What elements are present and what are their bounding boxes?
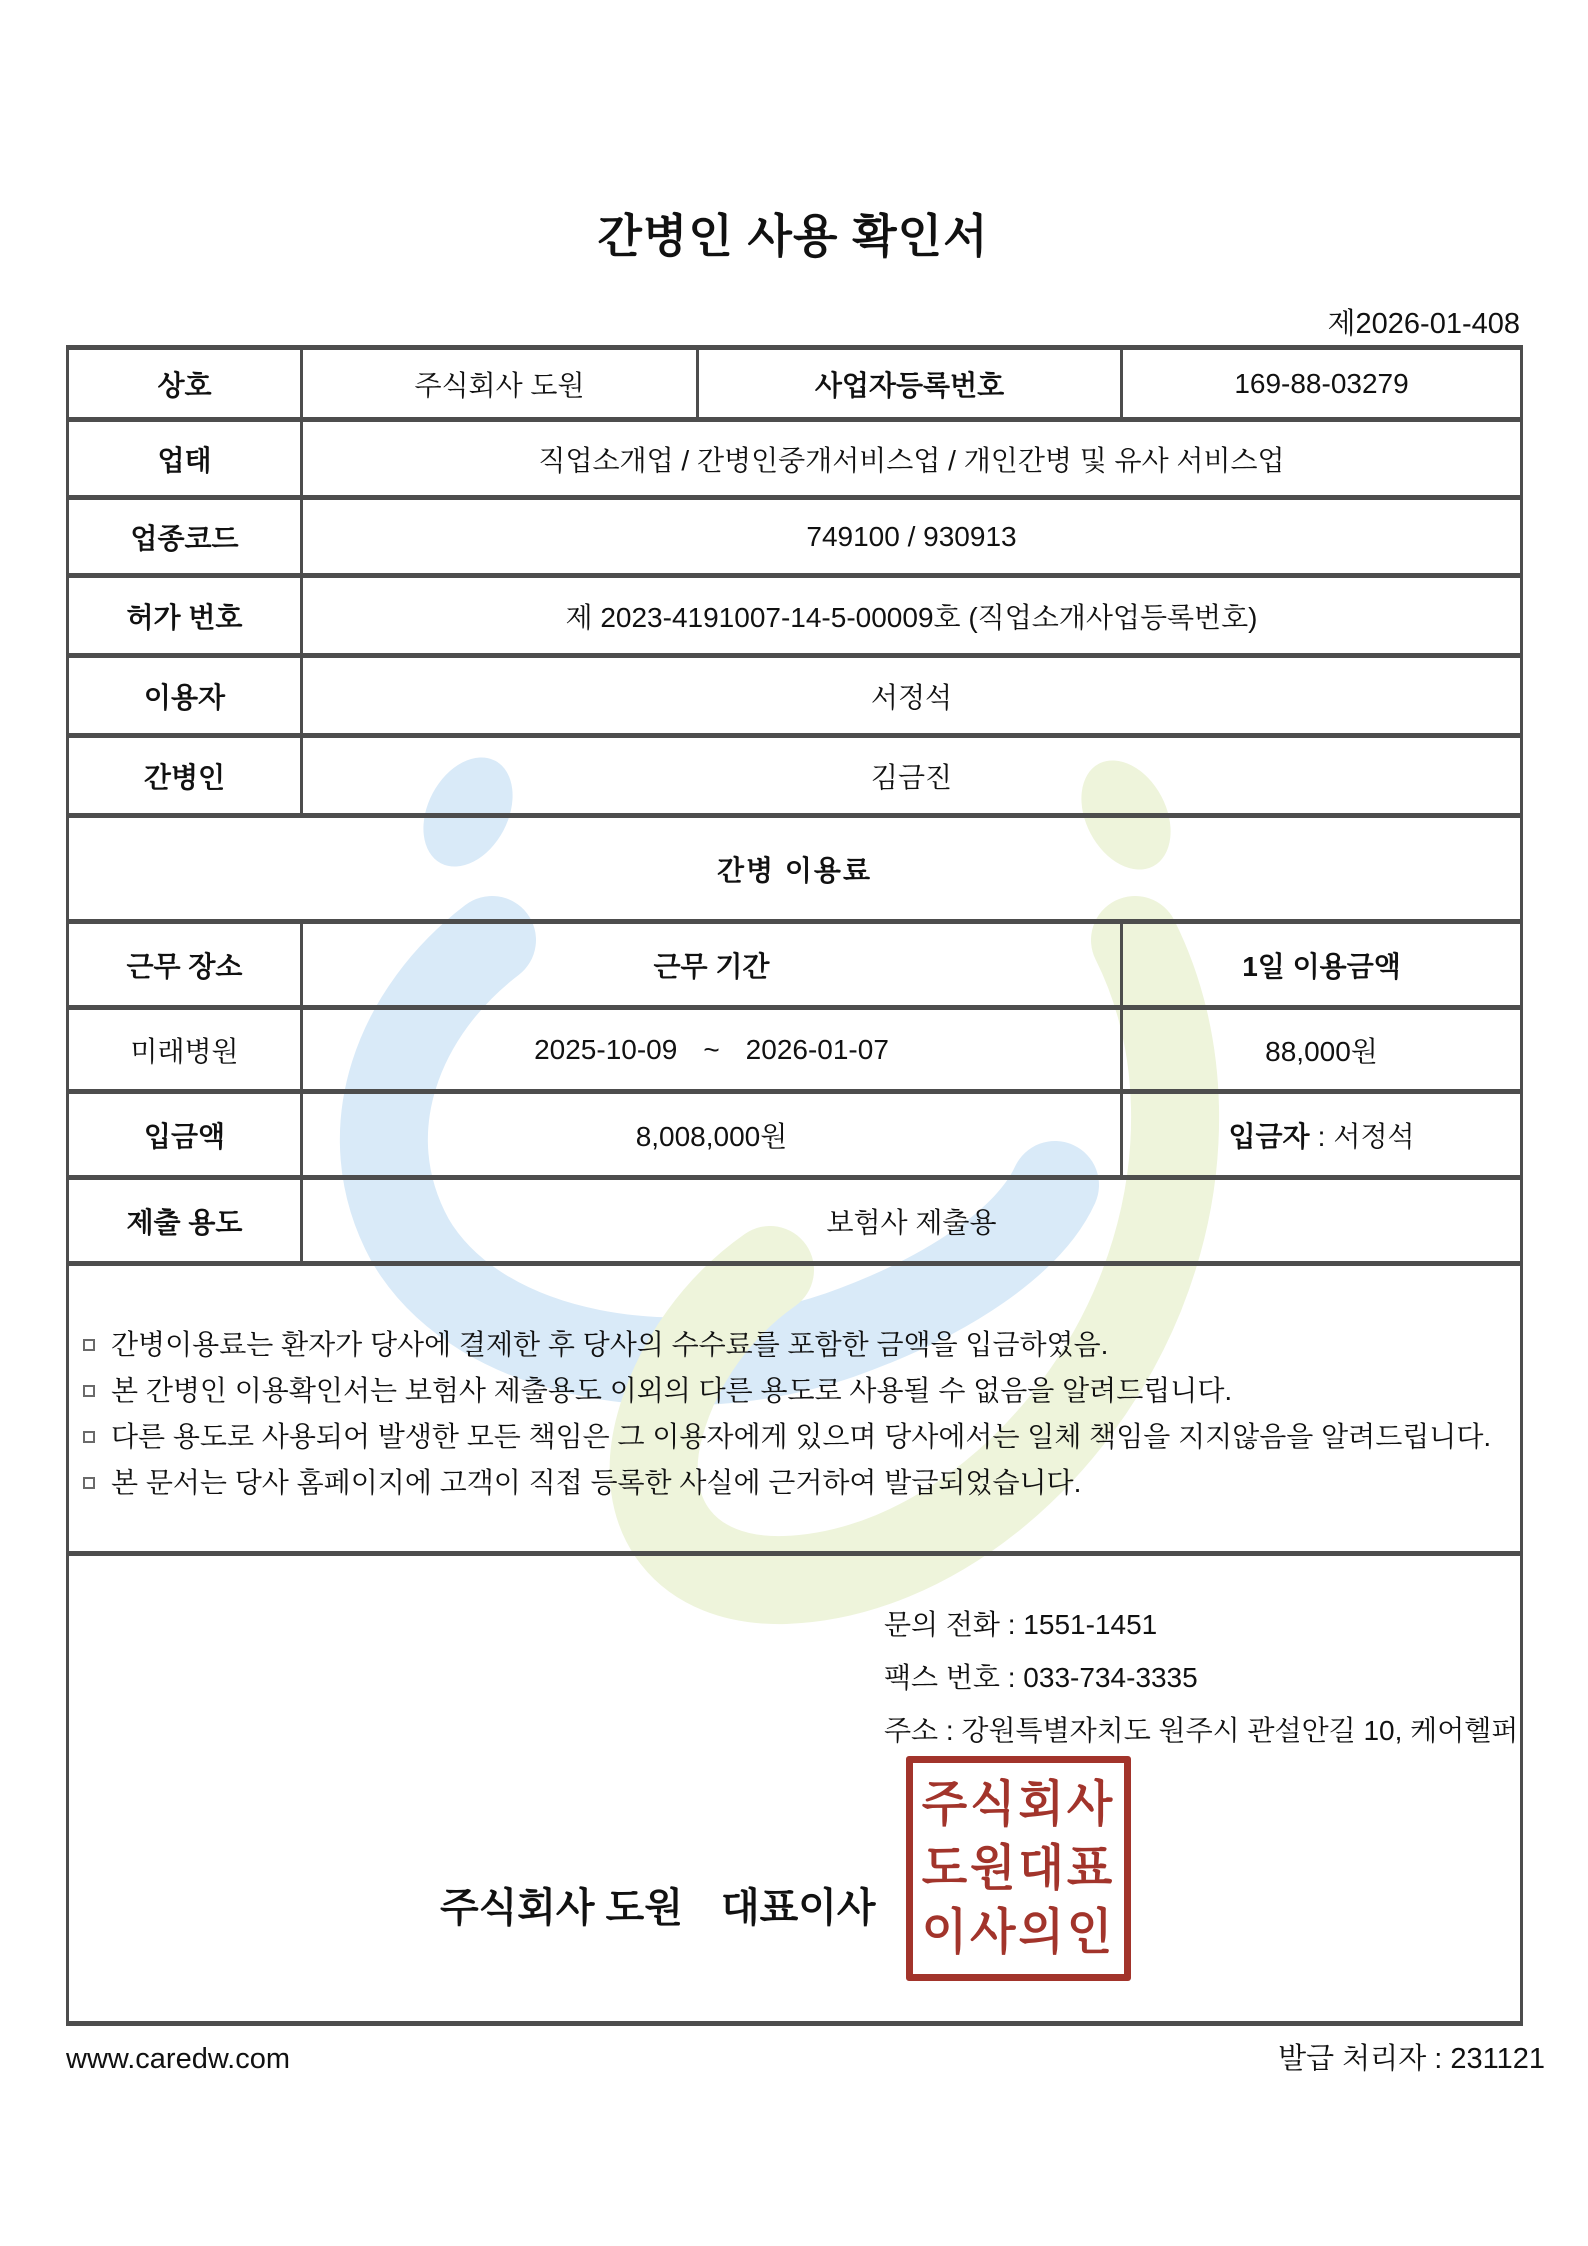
business-type-value: 직업소개업 / 간병인중개서비스업 / 개인간병 및 유사 서비스업: [302, 420, 1522, 498]
page-footer: [66, 2042, 1545, 2076]
row-industry-code: [68, 498, 1522, 576]
purpose-value: 보험사 제출용: [302, 1178, 1522, 1264]
work-period-value: [302, 1008, 1122, 1092]
depositor-separator: :: [1317, 1120, 1326, 1152]
document-number: 제2026-01-408: [1327, 308, 1520, 340]
bullet-square-icon: [83, 1477, 95, 1489]
caregiver-value: 김금진: [302, 736, 1522, 816]
company-signature: [440, 1876, 876, 1933]
work-place-value: 미래병원: [68, 1008, 302, 1092]
signature-block: [69, 1558, 1520, 2020]
contact-address: 주소 : 강원특별자치도 원주시 관설안길 10, 케어헬퍼: [884, 1714, 1519, 1746]
footer-website: www.caredw.com: [66, 2043, 291, 2075]
row-permit-number: [68, 576, 1522, 656]
note-item: [81, 1460, 1500, 1506]
contact-fax: 팩스 번호 : 033-734-3335: [884, 1661, 1198, 1693]
row-notes: [68, 1264, 1522, 1554]
note-text: 본 문서는 당사 홈페이지에 고객이 직접 등록한 사실에 근거하여 발급되었습니다.: [111, 1466, 1082, 1498]
row-signature-block: [68, 1554, 1522, 2024]
work-period-header: 근무 기간: [302, 922, 1122, 1008]
contact-phone: 문의 전화 : 1551-1451: [884, 1608, 1158, 1640]
notes-cell: [68, 1264, 1522, 1554]
seal-line: 이사의인: [921, 1903, 1116, 1960]
industry-code-value: 749100 / 930913: [302, 498, 1522, 576]
business-reg-number-value: 169-88-03279: [1122, 348, 1522, 420]
fee-section-title: 간병 이용료: [68, 816, 1522, 922]
signature-company-name: 주식회사 도원: [440, 1885, 683, 1930]
period-start: 2025-10-09: [534, 1033, 678, 1065]
permit-number-value: 제 2023-4191007-14-5-00009호 (직업소개사업등록번호): [302, 576, 1522, 656]
certificate-table: [66, 345, 1523, 2026]
business-type-label: 업태: [68, 420, 302, 498]
caregiver-label: 간병인: [68, 736, 302, 816]
note-item: [81, 1414, 1500, 1460]
note-text: 본 간병인 이용확인서는 보험사 제출용도 이외의 다른 용도로 사용될 수 없음을 알려드립니다.: [111, 1374, 1233, 1406]
seal-line: 주식회사: [921, 1775, 1116, 1832]
bullet-square-icon: [83, 1431, 95, 1443]
row-business-type: [68, 420, 1522, 498]
row-fee-section-title: [68, 816, 1522, 922]
row-fee-headers: [68, 922, 1522, 1008]
row-fee-values: [68, 1008, 1522, 1092]
user-label: 이용자: [68, 656, 302, 736]
bullet-square-icon: [83, 1385, 95, 1397]
row-caregiver: [68, 736, 1522, 816]
note-text: 간병이용료는 환자가 당사에 결제한 후 당사의 수수료를 포함한 금액을 입금하였음.: [111, 1328, 1109, 1360]
row-deposit: [68, 1092, 1522, 1178]
bullet-square-icon: [83, 1339, 95, 1351]
purpose-label: 제출 용도: [68, 1178, 302, 1264]
footer-issuer: 발급 처리자 : 231121: [1278, 2043, 1545, 2075]
seal-line: 도원대표: [921, 1839, 1116, 1896]
company-seal-stamp-icon: [906, 1756, 1131, 1981]
depositor-cell: [1122, 1092, 1522, 1178]
industry-code-label: 업종코드: [68, 498, 302, 576]
note-item: [81, 1322, 1500, 1368]
period-tilde: ~: [703, 1033, 720, 1065]
period-end: 2026-01-07: [745, 1033, 889, 1065]
page-title: 간병인 사용 확인서: [597, 210, 989, 262]
row-user: [68, 656, 1522, 736]
company-name-label: 상호: [68, 348, 302, 420]
row-purpose: [68, 1178, 1522, 1264]
work-place-header: 근무 장소: [68, 922, 302, 1008]
notes-list: [69, 1312, 1520, 1506]
signature-role: 대표이사: [720, 1885, 876, 1930]
daily-fee-value: 88,000원: [1122, 1008, 1522, 1092]
note-item: [81, 1368, 1500, 1414]
user-value: 서정석: [302, 656, 1522, 736]
permit-number-label: 허가 번호: [68, 576, 302, 656]
deposit-label: 입금액: [68, 1092, 302, 1178]
depositor-name: 서정석: [1333, 1120, 1415, 1152]
company-name-value: 주식회사 도원: [302, 348, 698, 420]
business-reg-number-label: 사업자등록번호: [698, 348, 1122, 420]
daily-fee-header: 1일 이용금액: [1122, 922, 1522, 1008]
signature-block-cell: [68, 1554, 1522, 2024]
deposit-amount: 8,008,000원: [302, 1092, 1122, 1178]
depositor-label: 입금자: [1228, 1120, 1310, 1152]
row-company: [68, 348, 1522, 420]
contact-info: [884, 1598, 1518, 1757]
note-text: 다른 용도로 사용되어 발생한 모든 책임은 그 이용자에게 있으며 당사에서는 일체 책임을 지지않음을 알려드립니다.: [111, 1420, 1492, 1452]
